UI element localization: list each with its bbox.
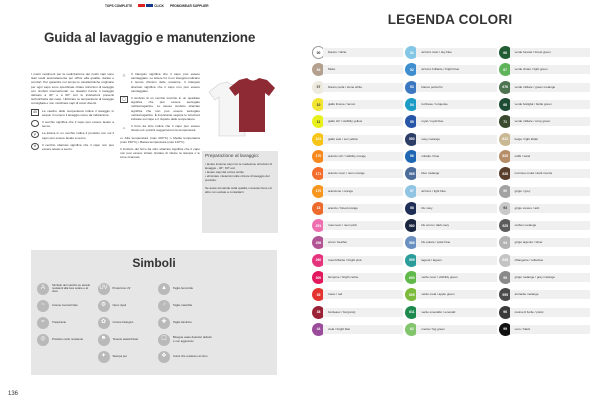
color-swatch-row bbox=[499, 79, 590, 96]
symbol-label: Cotone mercerizzato bbox=[52, 302, 78, 307]
color-swatch: 62 bbox=[405, 323, 418, 336]
color-swatch-row bbox=[312, 321, 403, 338]
color-swatch-row bbox=[312, 200, 403, 217]
symbol-label: Tessuto elasticizzato bbox=[112, 336, 139, 341]
symbol-icon: ☐ bbox=[158, 334, 170, 346]
color-swatch: 54 bbox=[405, 98, 418, 111]
color-swatch-row bbox=[312, 182, 403, 199]
color-name: Moko bbox=[323, 65, 403, 74]
color-swatch-row bbox=[312, 286, 403, 303]
color-name: verde foresta / forest green bbox=[510, 48, 590, 57]
care-text: Il simbolo di un cerchio inscritto in un quadrato significa che può essere asciugato nell'asciugatrice. Lo stesso simbolo sbarrato significa che non può essere asciugato nell'asciugatrice. È importante seguire le istruzioni indicate sul capo e il rispetto delle temperature. bbox=[131, 96, 200, 122]
prep-contact: Se avete domande sulla qualità, manutenzione od altro non esitate a contattarci. bbox=[205, 186, 272, 194]
color-swatch-row bbox=[312, 61, 403, 78]
color-swatch: 99 bbox=[499, 323, 512, 336]
color-swatch: 828 bbox=[499, 167, 512, 180]
care-text: Il cerchio significa che il capo può essere lavato a secco. bbox=[42, 120, 114, 129]
header-bar bbox=[105, 4, 209, 8]
color-name: royal / royal blue bbox=[416, 117, 496, 126]
care-row-iron bbox=[120, 124, 200, 132]
header-label-3: PROMOWEAR SUPPLIER bbox=[169, 4, 209, 8]
color-swatch-row bbox=[499, 182, 590, 199]
color-name: navy melange bbox=[416, 135, 496, 144]
symbol-label: Stampa per bbox=[112, 353, 127, 358]
color-name: verde militare / green melange bbox=[510, 83, 590, 92]
color-name: giallo limone / lemon bbox=[323, 100, 403, 109]
color-swatch-row bbox=[312, 217, 403, 234]
symbol-icon: ✿ bbox=[98, 317, 110, 329]
symbol-icon: ◎ bbox=[37, 334, 49, 346]
color-swatch: 605 bbox=[405, 288, 418, 301]
color-swatch: 101 bbox=[312, 133, 325, 146]
color-name: rosa brillante / bright pink bbox=[323, 256, 403, 265]
symbol-icon: ❖ bbox=[158, 351, 170, 363]
care-row-bleach bbox=[120, 72, 200, 93]
symbol-item bbox=[219, 331, 274, 348]
color-name: canna di fucile / pistol bbox=[510, 308, 590, 317]
color-swatch-row bbox=[405, 130, 496, 147]
text-column-2 bbox=[120, 72, 200, 160]
color-swatch: 11 bbox=[312, 115, 325, 128]
color-swatch-row bbox=[405, 182, 496, 199]
color-name: rosso / red bbox=[323, 290, 403, 299]
symbol-item bbox=[158, 348, 213, 365]
color-swatch-row bbox=[405, 200, 496, 217]
symbol-icon: ⚙ bbox=[98, 300, 110, 312]
color-swatch: 07 bbox=[312, 81, 325, 94]
color-swatch: 52 bbox=[405, 63, 418, 76]
color-swatch-row bbox=[405, 96, 496, 113]
color-name: arancio / blood orange bbox=[323, 204, 403, 213]
color-name: giallo HV / visibility yellow bbox=[323, 117, 403, 126]
color-swatch-row bbox=[499, 130, 590, 147]
color-swatch: 51 bbox=[405, 46, 418, 59]
intro-text: I nostri vestiment per la realizzazione dei nostri capi sono stati scelti accuratamente per offrire alta qualità, durata e comfort. Per garantire nel tempo le caratteristiche originarie per ogni capo sono specificate chiare istruzioni di lavaggio con simboli internazionali. Le lavatrici hanno il lavaggio delicato a 40° e a 60° con le indicazioni presenti sull'etichetta del capo. Utilizzare la temperatura di lavaggio consigliata e non mischiare capi di colori diversi. bbox=[31, 72, 114, 106]
symbol-label: Bisogna usare detersivi delicati e non aggressivi bbox=[173, 335, 212, 343]
color-swatch-row bbox=[405, 321, 496, 338]
header-label-2: CLICK bbox=[138, 4, 164, 8]
symbol-item bbox=[37, 314, 92, 331]
symbol-label: Simbolo del marchio su tessuti resistenti alla luce solare e al cloro bbox=[52, 282, 90, 294]
color-name: marrone moka / dark mocca bbox=[510, 169, 590, 178]
color-swatch-row bbox=[405, 148, 496, 165]
color-swatch: 56 bbox=[405, 150, 418, 163]
color-swatch-row bbox=[312, 96, 403, 113]
color-swatch-row bbox=[312, 269, 403, 286]
symbol-label: Taglio femminile bbox=[173, 285, 194, 290]
symbols-title: Simboli bbox=[132, 256, 176, 270]
color-name: grigio cenere / ash bbox=[510, 204, 590, 213]
symbol-item bbox=[98, 314, 153, 331]
color-legend-title: LEGENDA COLORI bbox=[387, 12, 513, 27]
wash-tub-icon: 40 bbox=[31, 109, 39, 116]
color-swatch: 35 bbox=[312, 288, 325, 301]
color-name: viola / bright lilac bbox=[323, 325, 403, 334]
color-swatch: 94 bbox=[312, 63, 325, 76]
color-swatch: 10 bbox=[312, 98, 325, 111]
color-swatch-row bbox=[499, 234, 590, 251]
color-name: laguna / lagoon bbox=[416, 256, 496, 265]
color-swatch: 945 bbox=[499, 254, 512, 267]
color-swatch: 611 bbox=[405, 306, 418, 319]
color-swatch-row bbox=[405, 44, 496, 61]
color-swatch: 550 bbox=[405, 133, 418, 146]
color-name: erica / heather bbox=[323, 238, 403, 247]
symbol-icon: ▲ bbox=[158, 283, 170, 295]
color-swatch: 300 bbox=[312, 271, 325, 284]
color-swatch-row bbox=[499, 321, 590, 338]
color-swatch: 71 bbox=[499, 115, 512, 128]
color-name: riflangente / reflective bbox=[510, 256, 590, 265]
color-swatch-row bbox=[405, 79, 496, 96]
color-swatch-row bbox=[405, 113, 496, 130]
symbol-icon: ⚑ bbox=[98, 334, 110, 346]
color-name: blu polare / polar blue bbox=[416, 238, 496, 247]
color-swatch: 53 bbox=[405, 81, 418, 94]
color-swatch-row bbox=[499, 148, 590, 165]
text-column-1 bbox=[31, 72, 114, 151]
symbol-item bbox=[98, 280, 153, 297]
symbol-icon: UV bbox=[98, 283, 110, 295]
color-name: bianco / white bbox=[323, 48, 403, 57]
symbol-icon: ✦ bbox=[98, 351, 110, 363]
symbol-icon: ♂ bbox=[158, 300, 170, 312]
care-row-wash bbox=[31, 109, 114, 117]
color-swatch-row bbox=[312, 165, 403, 182]
color-swatch-row bbox=[405, 303, 496, 320]
color-name: verde mela / apple green bbox=[416, 290, 496, 299]
color-swatch-row bbox=[499, 252, 590, 269]
color-name: verde neon / visibility green bbox=[416, 273, 496, 282]
color-swatch: 585 bbox=[405, 236, 418, 249]
color-swatch: 600 bbox=[405, 271, 418, 284]
color-swatch-row bbox=[312, 148, 403, 165]
color-swatch-row bbox=[312, 252, 403, 269]
symbol-icon: ≈ bbox=[37, 317, 49, 329]
circle-icon bbox=[31, 120, 39, 127]
prep-line: • eliminare i detersivi sulle cinture di lavaggio del prodotto. bbox=[205, 174, 270, 182]
color-name: giallo sole / sun yellow bbox=[323, 135, 403, 144]
tumble-dry-icon: ◯ bbox=[120, 96, 128, 103]
color-swatch: 599 bbox=[405, 254, 418, 267]
color-swatch-row bbox=[499, 61, 590, 78]
color-swatch: 256 bbox=[312, 236, 325, 249]
care-row-drycleaning bbox=[31, 120, 114, 128]
color-name: blue melange bbox=[416, 169, 496, 178]
color-name: verde chiaro / light green bbox=[510, 65, 590, 74]
symbol-item bbox=[37, 331, 92, 348]
color-swatch: 925 bbox=[499, 219, 512, 232]
page-number: 136 bbox=[8, 391, 19, 397]
color-swatch: 95 bbox=[499, 271, 512, 284]
symbol-item bbox=[158, 297, 213, 314]
color-name: caffè / sand bbox=[510, 152, 590, 161]
prep-heading: Preparazione al lavaggio: bbox=[205, 154, 260, 159]
iron-crossed-text: Il simbolo del ferro da stiro sbarrato significa che il capo non può essere stirato. Evitare di stirare la stampa o le zone ricamate. bbox=[120, 147, 200, 160]
color-swatch: 93 bbox=[499, 202, 512, 215]
color-name: grigio melange / grey melange bbox=[510, 273, 590, 282]
care-text: Il ferro da stiro indica che il capo può essere stirato ed i puntini suggeriscono la temperatura. bbox=[131, 124, 200, 133]
color-swatch: 676 bbox=[499, 81, 512, 94]
color-swatch-row bbox=[405, 269, 496, 286]
symbol-label: Colori che resistono al cloro bbox=[173, 353, 208, 358]
color-swatch-row bbox=[499, 200, 590, 217]
color-name: verde militare / army green bbox=[510, 117, 590, 126]
color-swatch: 825 bbox=[499, 150, 512, 163]
symbol-item bbox=[98, 297, 153, 314]
color-name: azzurro cielo / sky blue bbox=[416, 48, 496, 57]
care-row-dryer bbox=[120, 96, 200, 121]
care-text: La lettera in un cerchio indica il prodotto con cui il capo può essere lavato a secco. bbox=[42, 131, 114, 140]
color-swatch: 57 bbox=[405, 185, 418, 198]
color-name: antracite melange bbox=[510, 290, 590, 299]
color-swatch-row bbox=[312, 79, 403, 96]
symbol-item bbox=[98, 331, 153, 348]
symbol-icon: ~ bbox=[37, 300, 49, 312]
color-swatch-row bbox=[312, 234, 403, 251]
color-swatch-row bbox=[405, 217, 496, 234]
color-swatch-row bbox=[499, 303, 590, 320]
care-text: Il triangolo significa che il capo può essere candeggiato. Le lettere CL in un triangolo indicano il tenuto chimico delle sostanze. Il triangolo sbarrato significa che il capo non può essere candeggiato. bbox=[131, 72, 200, 93]
color-name: bianco perla / stone white bbox=[323, 83, 403, 92]
color-swatch: 955 bbox=[499, 288, 512, 301]
symbol-item bbox=[37, 348, 92, 365]
color-name: cobalto / blue bbox=[416, 152, 496, 161]
color-name: bordeaux / burgundy bbox=[323, 308, 403, 317]
color-name: grigio argento / silver bbox=[510, 238, 590, 247]
symbol-label: Taglio maschile bbox=[173, 302, 193, 307]
color-swatch-row bbox=[312, 113, 403, 130]
symbol-label: Cotone biologico bbox=[112, 319, 134, 324]
color-name: turchese / turquoise bbox=[416, 100, 496, 109]
care-row-letter bbox=[31, 131, 114, 139]
symbol-icon: A bbox=[37, 283, 49, 295]
symbol-item bbox=[158, 314, 213, 331]
care-text: La vasche delle temperatura indica il lavaggio in acqua: il numero il lavaggio come da indicazione. bbox=[42, 108, 114, 117]
color-swatch: 44 bbox=[312, 323, 325, 336]
color-swatch: 00 bbox=[312, 46, 325, 59]
care-row-nodry bbox=[31, 143, 114, 151]
symbol-item bbox=[158, 331, 213, 348]
color-swatch: 812 bbox=[499, 133, 512, 146]
color-swatch-row bbox=[405, 286, 496, 303]
symbol-item bbox=[37, 280, 92, 297]
color-swatch: 90 bbox=[499, 185, 512, 198]
color-swatch-row bbox=[499, 96, 590, 113]
color-name: menta / fog green bbox=[416, 325, 496, 334]
color-swatch: 67 bbox=[499, 63, 512, 76]
color-swatch-row bbox=[499, 217, 590, 234]
color-name: verde smeraldo / emerald bbox=[416, 308, 496, 317]
right-page bbox=[300, 0, 600, 407]
circle-p-icon: P bbox=[31, 131, 39, 138]
iron-temperatures: ••• Alta temperatura (max 200°C) •• Media temperatura (max 150°C) • Bassa temperatura (max 110°C) bbox=[120, 135, 200, 144]
prep-line: • lavare insieme capi con le medesime istruzioni di lavaggio - 40°, 60° ecc. bbox=[205, 162, 272, 170]
color-swatch-row bbox=[499, 269, 590, 286]
header-label-1: TOPS COMPLETE bbox=[105, 4, 133, 8]
triangle-icon: △ bbox=[122, 73, 126, 78]
color-swatch: 170 bbox=[312, 185, 325, 198]
color-swatch-row bbox=[312, 44, 403, 61]
color-swatch-row bbox=[405, 252, 496, 269]
color-swatch-row bbox=[499, 165, 590, 182]
symbol-item bbox=[37, 297, 92, 314]
color-swatch: 58 bbox=[405, 202, 418, 215]
symbol-item bbox=[219, 348, 274, 365]
symbol-item bbox=[219, 280, 274, 297]
color-swatch-row bbox=[405, 165, 496, 182]
color-swatch: 260 bbox=[312, 254, 325, 267]
symbol-item bbox=[158, 280, 213, 297]
color-name: arancio HV / visibility orange bbox=[323, 152, 403, 161]
color-name: carbon melange bbox=[510, 221, 590, 230]
prep-line: • lavare capi del colore simile bbox=[205, 170, 244, 174]
color-name: bianco perla blu bbox=[416, 83, 496, 92]
color-swatch-row bbox=[499, 113, 590, 130]
color-swatch-row bbox=[499, 286, 590, 303]
circle-crossed-icon: ✕ bbox=[31, 143, 39, 150]
color-name: arancio neon / neon orange bbox=[323, 169, 403, 178]
color-swatch: 18 bbox=[312, 202, 325, 215]
color-swatch: 55 bbox=[405, 115, 418, 128]
prep-box bbox=[202, 151, 278, 233]
color-name: arancione / orange bbox=[323, 187, 403, 196]
symbol-item bbox=[98, 348, 153, 365]
color-swatch: 96 bbox=[499, 306, 512, 319]
color-name: blu scuro / dark navy bbox=[416, 221, 496, 230]
color-name: azzurro brillante / bright blue bbox=[416, 65, 496, 74]
symbol-label: Protezione UV bbox=[112, 285, 131, 290]
iron-icon: ♨ bbox=[122, 125, 126, 130]
color-swatch: 580 bbox=[405, 219, 418, 232]
symbol-item bbox=[219, 314, 274, 331]
color-swatch: 94 bbox=[499, 236, 512, 249]
color-swatch-row bbox=[499, 44, 590, 61]
color-swatch: 251 bbox=[312, 219, 325, 232]
color-swatch: 38 bbox=[312, 306, 325, 319]
color-swatch: 68 bbox=[499, 98, 512, 111]
tshirts-photo bbox=[205, 74, 275, 144]
color-name: azzurro / light blue bbox=[416, 187, 496, 196]
symbol-label: Taglio bambino bbox=[173, 319, 192, 324]
color-swatch-row bbox=[405, 61, 496, 78]
color-name: verde bottiglia / bottle green bbox=[510, 100, 590, 109]
care-text: Il cerchio sbarrato significa che il capo non può essere lavato a secco. bbox=[42, 142, 114, 152]
symbol-item bbox=[219, 297, 274, 314]
symbol-label: Open dyed bbox=[112, 302, 127, 307]
color-name: lampone / bright cerise bbox=[323, 273, 403, 282]
color-swatch-row bbox=[312, 303, 403, 320]
color-swatch: 565 bbox=[405, 167, 418, 180]
symbols-grid bbox=[37, 280, 273, 365]
symbols-box bbox=[31, 250, 277, 375]
color-name: beige / light khaki bbox=[510, 135, 590, 144]
color-name: rosa neon / neon pink bbox=[323, 221, 403, 230]
color-swatch: 170 bbox=[312, 150, 325, 163]
color-swatch: 171 bbox=[312, 167, 325, 180]
color-swatch-row bbox=[405, 234, 496, 251]
page-title: Guida al lavaggio e manutenzione bbox=[44, 30, 256, 45]
color-swatch: 66 bbox=[499, 46, 512, 59]
symbol-label: Traspirante bbox=[52, 319, 67, 324]
color-name: nero / black bbox=[510, 325, 590, 334]
color-swatch-row bbox=[312, 130, 403, 147]
symbol-icon: ✚ bbox=[158, 317, 170, 329]
color-name: blu navy bbox=[416, 204, 496, 213]
color-legend-grid bbox=[312, 44, 590, 338]
color-name: grigio / grey bbox=[510, 187, 590, 196]
symbol-label: Prodotto molto resistente bbox=[52, 336, 84, 341]
